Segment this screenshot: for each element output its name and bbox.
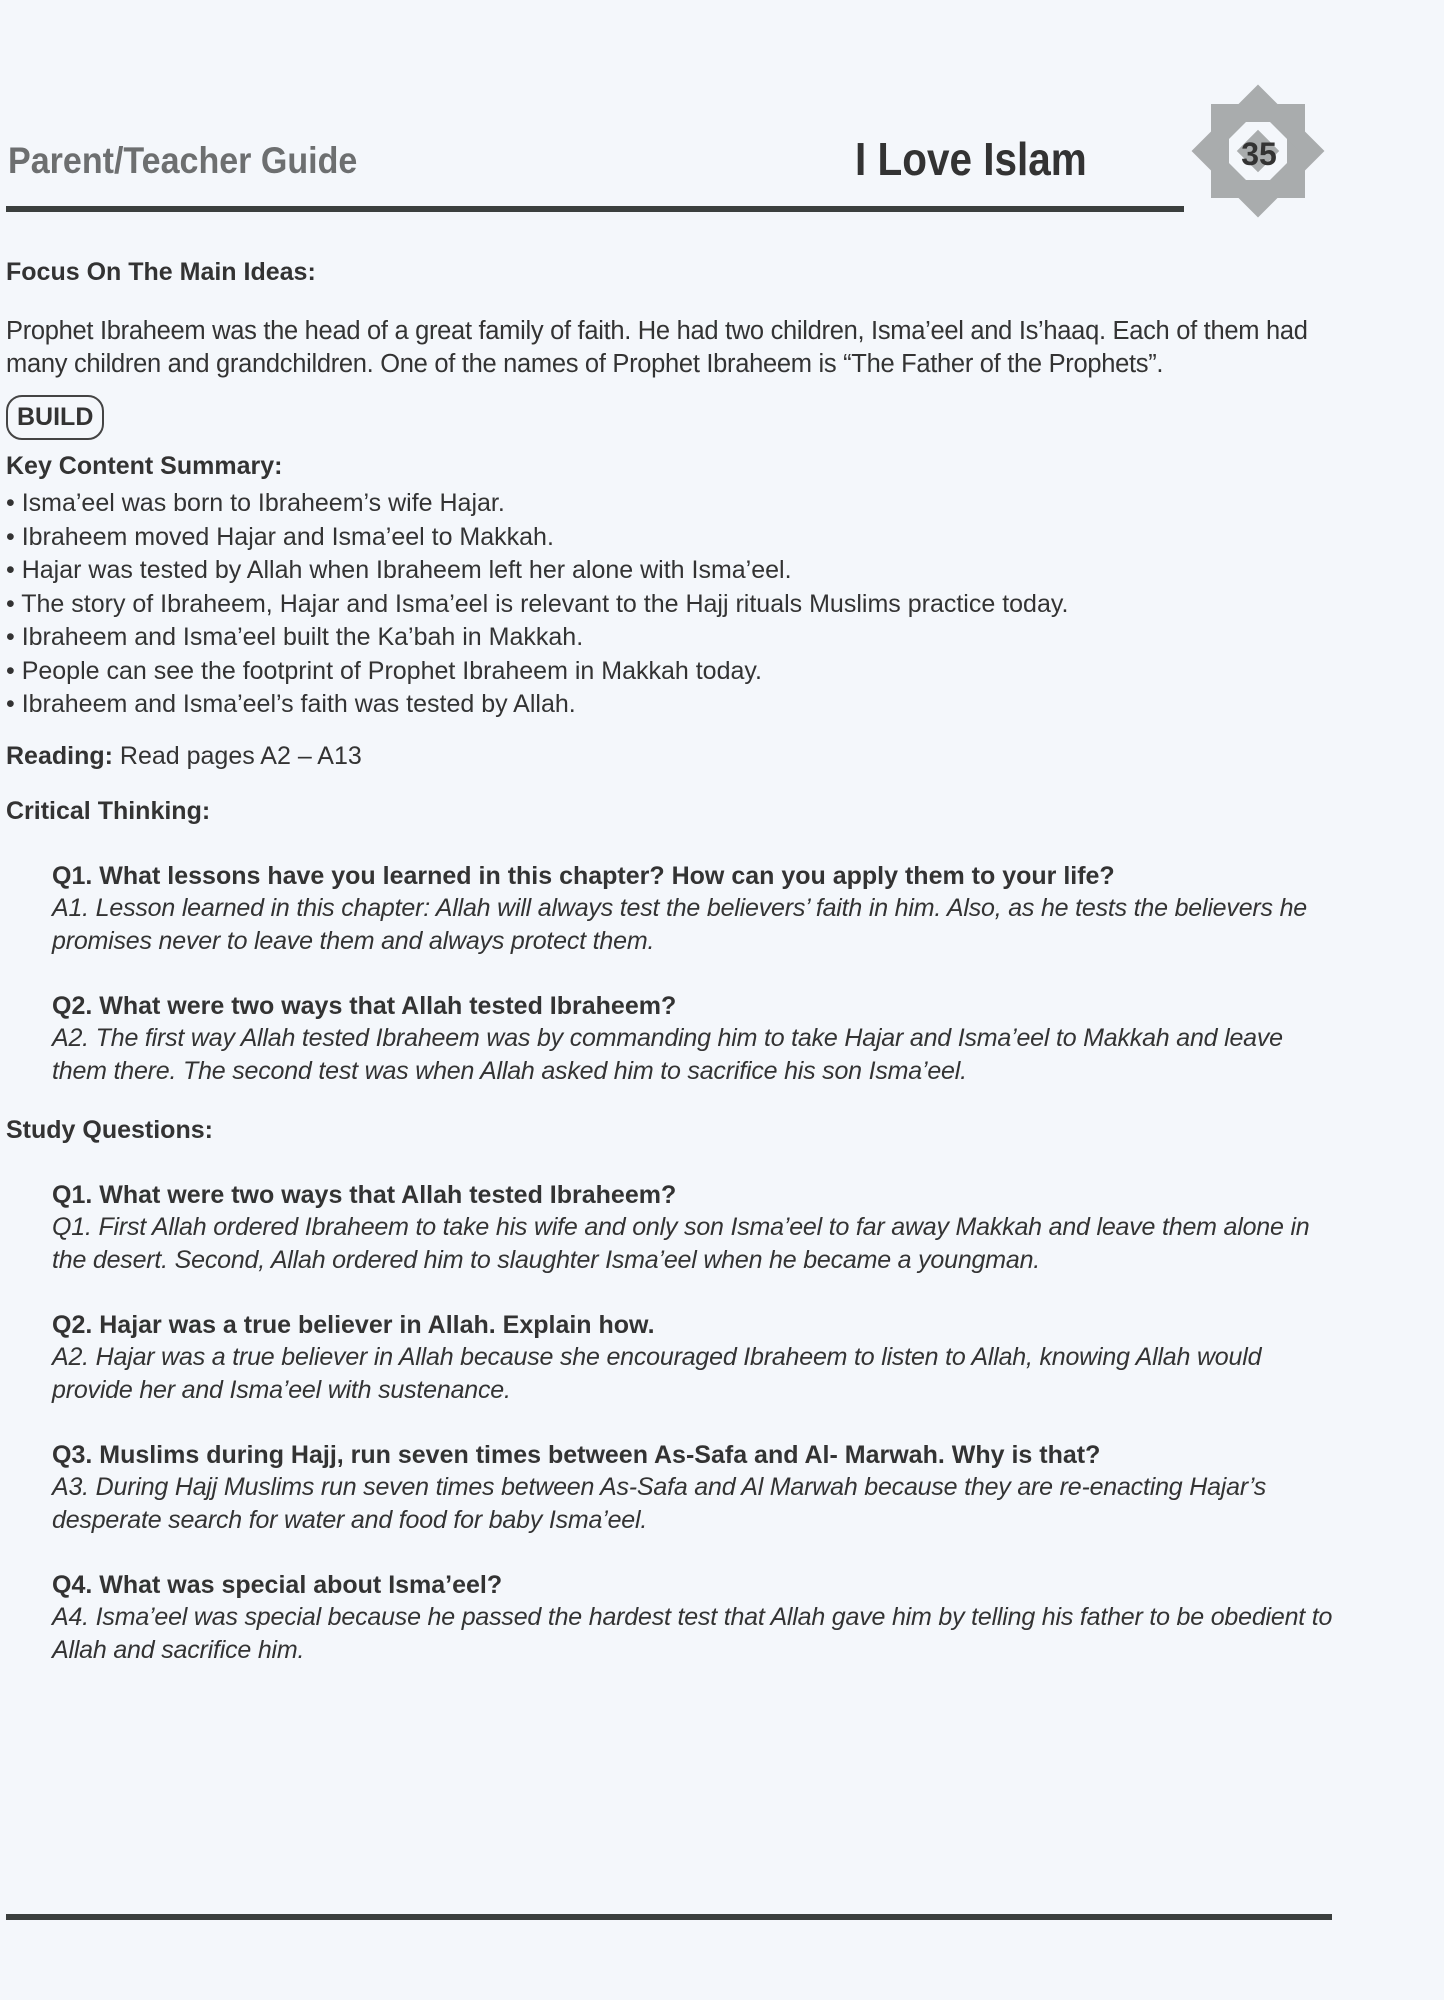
list-item: • The story of Ibraheem, Hajar and Isma’eel is relevant to the Hajj rituals Muslims practice today.: [6, 589, 1069, 618]
list-item: • People can see the footprint of Prophet Ibraheem in Makkah today.: [6, 656, 762, 685]
question-text: Q2. What were two ways that Allah tested Ibraheem?: [52, 991, 677, 1020]
focus-heading: Focus On The Main Ideas:: [6, 258, 316, 286]
answer-text: A2. Hajar was a true believer in Allah because she encouraged Ibraheem to listen to Allah, knowing Allah would provide her and Isma’eel with sustenance.: [52, 1342, 1262, 1404]
list-item: • Isma’eel was born to Ibraheem’s wife Hajar.: [6, 489, 505, 517]
answer-text: A1. Lesson learned in this chapter: Allah will always test the believers’ faith in him. Also, as he tests the believers he promises never to leave them and always protect them.: [52, 893, 1307, 955]
list-item: • Hajar was tested by Allah when Ibraheem left her alone with Isma’eel.: [6, 556, 792, 584]
page-content: [6, 258, 1336, 1667]
list-item: • Ibraheem moved Hajar and Isma’eel to Makkah.: [6, 522, 554, 551]
critical-question: [52, 860, 1336, 958]
answer-text: Q1. First Allah ordered Ibraheem to take his wife and only son Isma’eel to far away Makkah and leave them alone in the desert. Second, Allah ordered him to slaughter Isma’eel when he became a youngman.: [52, 1212, 1310, 1274]
question-text: Q3. Muslims during Hajj, run seven times between As-Safa and Al- Marwah. Why is that?: [52, 1440, 1101, 1469]
footer-divider: [6, 1914, 1332, 1920]
reading-label: Reading:: [6, 741, 113, 770]
guide-title: Parent/Teacher Guide: [8, 140, 358, 181]
reading-text: Read pages A2 – A13: [112, 741, 362, 770]
study-question: [52, 1309, 1336, 1407]
question-text: Q4. What was special about Isma’eel?: [52, 1570, 503, 1599]
page-number: 35: [1241, 136, 1277, 172]
question-text: Q1. What were two ways that Allah tested Ibraheem?: [52, 1180, 677, 1209]
study-question: [52, 1569, 1336, 1667]
focus-paragraph: Prophet Ibraheem was the head of a great family of faith. He had two children, Isma’eel and Is’haaq. Each of them had many children and grandchildren. One of the names of Prophet Ibraheem is “The Father of the Prophets”.: [6, 317, 1308, 378]
answer-text: A3. During Hajj Muslims run seven times between As-Safa and Al Marwah because they are re-enacting Hajar’s desperate search for water and food for baby Isma’eel.: [52, 1472, 1267, 1534]
critical-thinking-heading: Critical Thinking:: [6, 796, 211, 825]
reading-line: [6, 742, 1336, 771]
key-content-heading: Key Content Summary:: [6, 452, 283, 480]
study-question: [52, 1179, 1336, 1277]
list-item: • Ibraheem and Isma’eel’s faith was tested by Allah.: [6, 690, 576, 718]
key-content-list: [6, 487, 1336, 722]
answer-text: A2. The first way Allah tested Ibraheem was by commanding him to take Hajar and Isma’eel to Makkah and leave them there. The second test was when Allah asked him to sacrifice his son Isma’eel.: [52, 1023, 1283, 1085]
question-text: Q1. What lessons have you learned in this chapter? How can you apply them to your life?: [52, 861, 1115, 890]
list-item: • Ibraheem and Isma’eel built the Ka’bah in Makkah.: [6, 623, 584, 651]
study-questions-heading: Study Questions:: [6, 1115, 213, 1144]
header-divider: [6, 206, 1184, 212]
book-title: I Love Islam: [855, 133, 1087, 185]
study-question: [52, 1439, 1336, 1537]
question-text: Q2. Hajar was a true believer in Allah. Explain how.: [52, 1310, 655, 1339]
build-badge: BUILD: [6, 395, 104, 440]
answer-text: A4. Isma’eel was special because he passed the hardest test that Allah gave him by telling his father to be obedient to Allah and sacrifice him.: [52, 1602, 1333, 1664]
critical-question: [52, 990, 1336, 1088]
